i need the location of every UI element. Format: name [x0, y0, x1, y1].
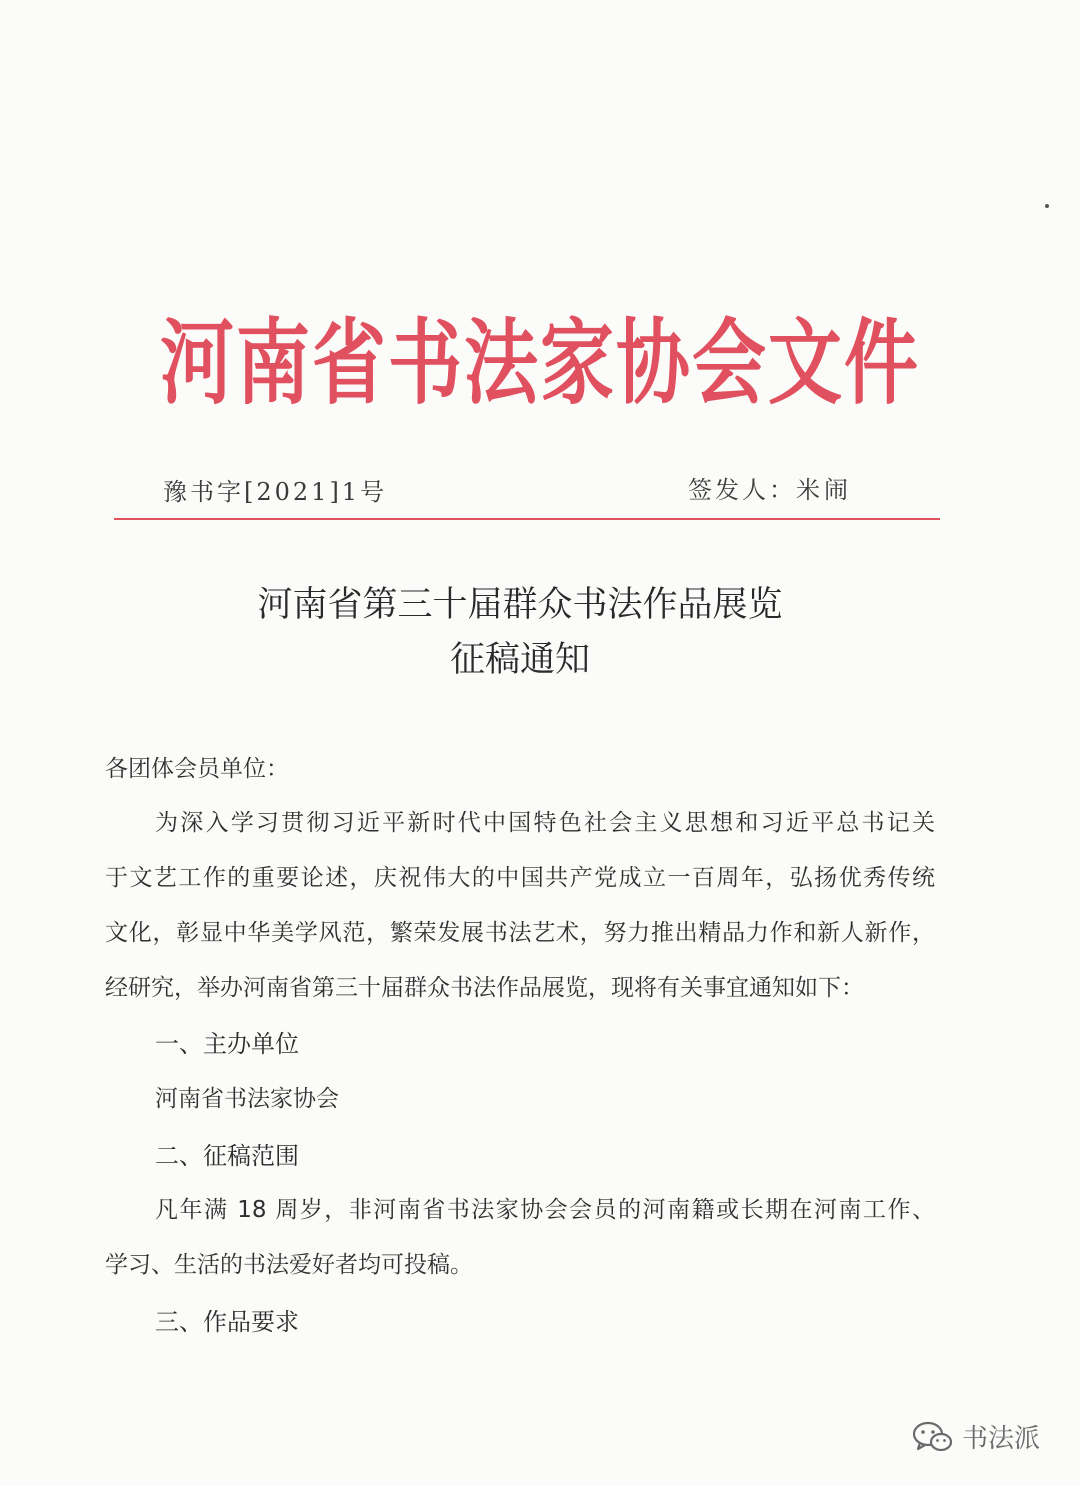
header-divider	[114, 518, 940, 520]
salutation: 各团体会员单位：	[105, 756, 289, 782]
scope-line: 凡年满 18 周岁，非河南省书法家协会会员的河南籍或长期在河南工作、	[155, 1197, 935, 1223]
intro-line: 于文艺工作的重要论述，庆祝伟大的中国共产党成立一百周年，弘扬优秀传统	[105, 865, 935, 891]
organizer-text: 河南省书法家协会	[155, 1086, 339, 1112]
section-heading-organizer: 一、主办单位	[155, 1030, 299, 1058]
intro-line: 文化，彰显中华美学风范，繁荣发展书法艺术，努力推出精品力作和新人新作，	[105, 920, 935, 946]
intro-line: 经研究，举办河南省第三十届群众书法作品展览，现将有关事宜通知如下：	[105, 975, 864, 1001]
document-header-title: 河南省书法家协会文件	[160, 310, 920, 418]
scan-speck	[1045, 204, 1049, 208]
section-heading-requirements: 三、作品要求	[155, 1308, 299, 1336]
section-heading-scope: 二、征稿范围	[155, 1142, 299, 1170]
signer-name: 米闹	[796, 476, 852, 504]
document-number: 豫书字[2021]1号	[163, 478, 388, 506]
watermark	[912, 1418, 1040, 1455]
signer-label: 签发人：	[688, 476, 796, 504]
notice-subtitle: 征稿通知	[449, 640, 590, 680]
notice-title: 河南省第三十届群众书法作品展览	[257, 585, 783, 625]
scope-line: 学习、生活的书法爱好者均可投稿。	[105, 1252, 473, 1278]
watermark-text: 书法派	[962, 1424, 1041, 1454]
wechat-icon	[912, 1421, 954, 1453]
intro-line: 为深入学习贯彻习近平新时代中国特色社会主义思想和习近平总书记关	[155, 810, 935, 836]
signer	[688, 470, 852, 505]
